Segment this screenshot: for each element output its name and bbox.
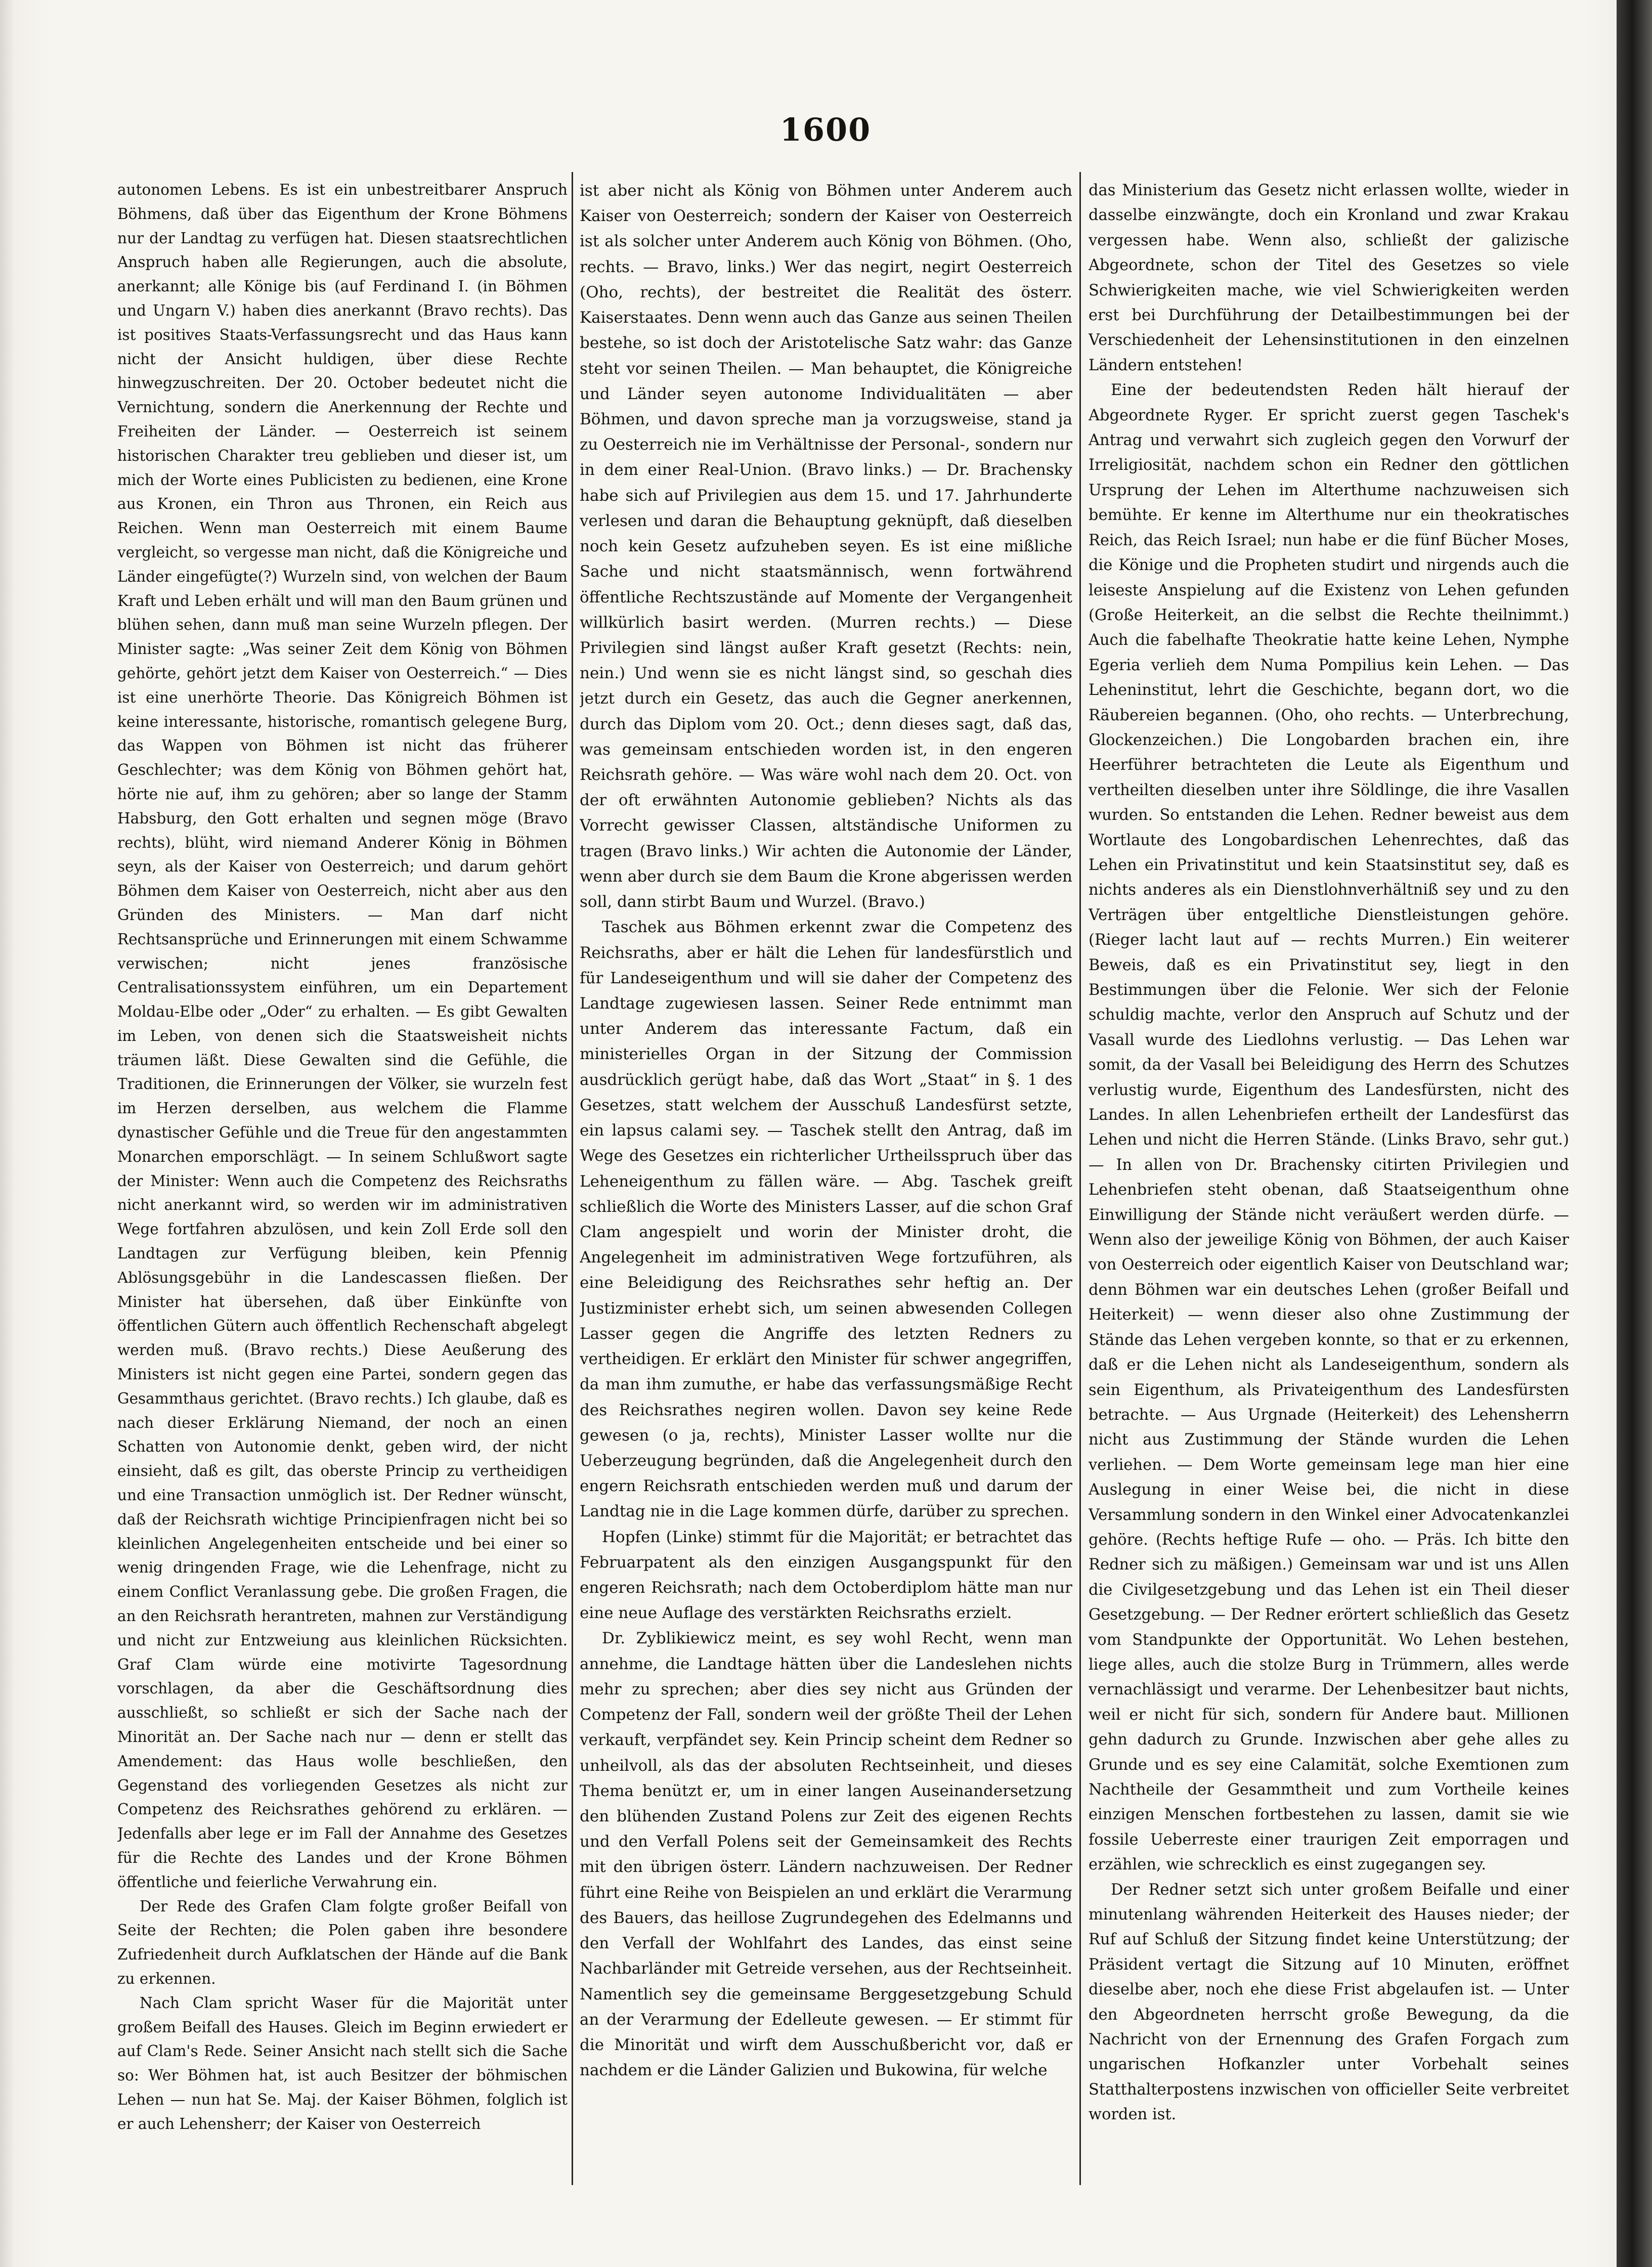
paragraph: das Ministerium das Gesetz nicht erlassen wollte, wieder in dasselbe einzwängte, doch ein Kronland und zwar Krakau vergessen habe. Wenn also, schließt der galizische Abgeordnete, schon der Titel des Gesetzes so viele Schwierigkeiten mache, wie viel Schwierigkeiten werden erst bei Durchführung der Detailbestimmungen bei der Verschiedenheit der Lehensinstitutionen in den einzelnen Ländern entstehen! [1089,182,1569,374]
paragraph: autonomen Lebens. Es ist ein unbestreitbarer Anspruch Böhmens, daß über das Eigenthum der Krone Böhmens nur der Landtag zu verfügen hat. Diesen staatsrechtlichen Anspruch haben alle Regierungen, auch die absolute, anerkannt; alle Könige bis (auf Ferdinand I. (in Böhmen und Ungarn V.) haben dies anerkannt (Bravo rechts). Das ist positives Staats-Verfassungsrecht und das Haus kann nicht der Ansicht huldigen, über diese Rechte hinwegzuschreiten. Der 20. October bedeutet nicht die Vernichtung, sondern die Anerkennung der Rechte und Freiheiten der Länder. — Oesterreich ist seinem historischen Charakter treu geblieben und dieser ist, um mich der Worte eines Publicisten zu bedienen, eine Krone aus Kronen, ein Thron aus Thronen, ein Reich aus Reichen. Wenn man Oesterreich mit einem Baume vergleicht, so vergesse man nicht, daß die Königreiche und Länder eingefügte(?) Wurzeln sind, von welchen der Baum Kraft und Leben erhält und will man den Baum grünen und blühen sehen, dann muß man seine Wurzeln pflegen. Der Minister sagte: „Was seiner Zeit dem König von Böhmen gehörte, gehört jetzt dem Kaiser von Oesterreich.“ — Dies ist eine unerhörte Theorie. Das Königreich Böhmen ist keine interessante, historische, romantisch gelegene Burg, das Wappen von Böhmen ist nicht das früherer Geschlechter; was dem König von Böhmen gehört hat, hörte nie auf, ihm zu gehören; aber so lange der Stamm Habsburg, den Gott erhalten und segnen möge (Bravo rechts), blüht, wird niemand Anderer König in Böhmen seyn, als der Kaiser von Oesterreich; und darum gehört Böhmen dem Kaiser von Oesterreich, nicht aber aus den Gründen des Ministers. — Man darf nicht Rechtsansprüche und Erinnerungen mit einem Schwamme verwischen; nicht jenes französische Centralisationssystem einführen, um ein Departement Moldau-Elbe oder „Oder“ zu erhalten. — Es gibt Gewalten im Leben, von denen sich die Staatsweisheit nichts träumen läßt. Diese Gewalten sind die Gefühle, die Traditionen, die Erinnerungen der Völker, sie wurzeln fest im Herzen derselben, aus welchem die Flamme dynastischer Gefühle und die Treue für den angestammten Monarchen emporschlägt. — In seinem Schlußwort sagte der Minister: Wenn auch die Competenz des Reichsraths nicht anerkannt wird, so werden wir im administrativen Wege fortfahren abzulösen, und kein Zoll Erde soll den Landtagen zur Verfügung bleiben, kein Pfennig Ablösungsgebühr in die Landescassen fließen. Der Minister hat übersehen, daß über Einkünfte von öffentlichen Gütern auch öffentlich Rechenschaft abgelegt werden muß. (Bravo rechts.) Diese Aeußerung des Ministers ist nicht gegen eine Partei, sondern gegen das Gesammthaus gerichtet. (Bravo rechts.) Ich glaube, daß es nach dieser Erklärung Niemand, der noch an einen Schatten von Autonomie denkt, geben wird, der nicht einsieht, daß es gilt, das oberste Princip zu vertheidigen und eine Transaction unmöglich ist. Der Redner wünscht, daß der Reichsrath wichtige Principienfragen nicht bei so kleinlichen Angelegenheiten entscheide und bei einer so wenig dringenden Frage, wie die Lehenfrage, nicht zu einem Conflict Veranlassung gebe. Die großen Fragen, die an den Reichsrath herantreten, mahnen zur Verständigung und nicht zur Entzweiung aus kleinlichen Rücksichten. Graf Clam würde eine motivirte Tagesordnung vorschlagen, da aber die Geschäftsordnung dies ausschließt, so schließt er sich der Sache nach der Minorität an. Der Sache nach nur — denn er stellt das Amendement: das Haus wolle beschließen, den Gegenstand des vorliegenden Gesetzes als nicht zur Competenz des Reichsrathes gehörend zu erklären. — Jedenfalls aber lege er im Fall der Annahme des Gesetzes für die Rechte des Landes und der Krone Böhmen öffentliche und feierliche Verwahrung ein. [117,181,568,1891]
paragraph: Eine der bedeutendsten Reden hält hierauf der Abgeordnete Ryger. Er spricht zuerst gegen Taschek's Antrag und verwahrt sich zugleich gegen den Vorwurf der Irreligiosität, nachdem schon ein Redner den göttlichen Ursprung der Lehen im Alterthume nachzuweisen sich bemühte. Er kenne im Alterthume nur ein theokratisches Reich, das Reich Israel; nun habe er die fünf Bücher Moses, die Könige und die Propheten studirt und nirgends auch die leiseste Anspielung auf die Existenz von Lehen gefunden (Große Heiterkeit, an die selbst die Rechte theilnimmt.) Auch die fabelhafte Theokratie hatte keine Lehen, Nymphe Egeria verlieh dem Numa Pompilius kein Lehen. — Das Leheninstitut, lehrt die Geschichte, begann dort, wo die Räubereien begannen. (Oho, oho rechts. — Unterbrechung, Glockenzeichen.) Die Longobarden brachen ein, ihre Heerführer betrachteten die Leute als Eigenthum und vertheilten dieselben unter ihre Söldlinge, die ihre Vasallen wurden. So entstanden die Lehen. Redner beweist aus dem Wortlaute des Longobardischen Lehenrechtes, daß das Lehen ein Privatinstitut und kein Staatsinstitut sey, daß es nichts anderes als ein Dienstlohnverhältniß sey und zu den Verträgen über entgeltliche Dienstleistungen gehöre. (Rieger lacht laut auf — rechts Murren.) Ein weiterer Beweis, daß es ein Privatinstitut sey, liegt in den Bestimmungen über die Felonie. Wer sich der Felonie schuldig machte, verlor den Anspruch auf Schutz und der Vasall wurde des Liedlohns verlustig. — Das Lehen war somit, da der Vasall bei Beleidigung des Herrn des Schutzes verlustig wurde, Eigenthum des Landesfürsten, nicht des Landes. In allen Lehenbriefen ertheilt der Landesfürst das Lehen und nicht die Herren Stände. (Links Bravo, sehr gut.) — In allen von Dr. Brachensky citirten Privilegien und Lehenbriefen steht obenan, daß Staatseigenthum ohne Einwilligung der Stände nicht veräußert werden dürfe. — Wenn also der jeweilige König von Böhmen, der auch Kaiser von Oesterreich oder eigentlich Kaiser von Deutschland war; denn Böhmen war ein deutsches Lehen (großer Beifall und Heiterkeit) — wenn dieser also ohne Zustimmung der Stände das Lehen vergeben konnte, so that er zu erkennen, daß er die Lehen nicht als Landeseigenthum, sondern als sein Eigenthum, als Privateigenthum des Landesfürsten betrachte. — Aus Urgnade (Heiterkeit) des Lehensherrn nicht aus Zustimmung der Stände wurden die Lehen verliehen. — Dem Worte gemeinsam lege man hier eine Auslegung in einer Weise bei, die nicht in diese Versammlung sondern in den Winkel einer Advocatenkanzlei gehöre. (Rechts heftige Rufe — oho. — Präs. Ich bitte den Redner sich zu mäßigen.) Gemeinsam war und ist uns Allen die Civilgesetzgebung und das Lehen ist ein Theil dieser Gesetzgebung. — Der Redner erörtert schließlich das Gesetz vom Standpunkte der Opportunität. Wo Lehen bestehen, liege alles, auch die stolze Burg in Trümmern, alles werde vernachlässigt und verarme. Der Lehenbesitzer baut nichts, weil er nicht für sich, sondern für Andere baut. Millionen gehn dadurch zu Grunde. Inzwischen aber gehe alles zu Grunde und es sey eine Calamität, solche Exemtionen zum Nachtheile der Gesammtheit und zum Vortheile keines einzigen Menschen fortbestehen zu lassen, damit sie wie fossile Ueberreste einer traurigen Zeit emporragen und erzählen, wie schrecklich es einst zugegangen sey. [1089,381,1569,1874]
page-left-edge [0,0,13,2267]
column-rule-2 [1079,172,1081,2185]
column-rule-1 [572,172,573,2185]
text-column-3 [1089,178,1569,2181]
text-column-1 [117,178,568,2181]
page-number: 1600 [779,111,872,148]
paragraph: Der Redner setzt sich unter großem Beifalle und einer minutenlang währenden Heiterkeit des Hauses nieder; der Ruf auf Schluß der Sitzung findet keine Unterstützung; der Präsident vertagt die Sitzung auf 10 Minuten, eröffnet dieselbe aber, noch ehe diese Frist abgelaufen ist. — Unter den Abgeordneten herrscht große Bewegung, da die Nachricht von der Ernennung des Grafen Forgach zum ungarischen Hofkanzler unter Vorbehalt seines Statthalterpostens inzwischen von officieller Seite verbreitet worden ist. [1089,1881,1569,2124]
paragraph: Nach Clam spricht Waser für die Majorität unter großem Beifall des Hauses. Gleich im Beginn erwiedert er auf Clam's Rede. Seiner Ansicht nach stellt sich die Sache so: Wer Böhmen hat, ist auch Besitzer der böhmischen Lehen — nun hat Se. Maj. der Kaiser Böhmen, folglich ist er auch Lehensherr; der Kaiser von Oesterreich [117,1994,568,2132]
paragraph: Taschek aus Böhmen erkennt zwar die Competenz des Reichsraths, aber er hält die Lehen für landesfürstlich und für Landeseigenthum und will sie daher der Competenz des Landtage zugewiesen lassen. Seiner Rede entnimmt man unter Anderem das interessante Factum, daß ein ministerielles Organ in der Sitzung der Commission ausdrücklich gerügt habe, daß das Wort „Staat“ in §. 1 des Gesetzes, statt welchem der Ausschuß Landesfürst setzte, ein lapsus calami sey. — Taschek stellt den Antrag, daß im Wege des Gesetzes ein richterlicher Urtheilsspruch über das Leheneigenthum zu fällen wäre. — Abg. Taschek greift schließlich die Worte des Ministers Lasser, auf die schon Graf Clam angespielt und worin der Minister droht, die Angelegenheit im administrativen Wege fortzuführen, als eine Beleidigung des Reichsrathes sehr heftig an. Der Justizminister erhebt sich, um seinen abwesenden Collegen Lasser gegen die Angriffe des letzten Redners zu vertheidigen. Er erklärt den Minister für schwer angegriffen, da man ihm zumuthe, er habe das verfassungsmäßige Recht des Reichsrathes negiren wollen. Davon sey keine Rede gewesen (o ja, rechts), Minister Lasser wollte nur die Ueberzeugung begründen, daß die Angelegenheit durch den engern Reichsrath entschieden werden muß und darum der Landtag nie in die Lage kommen dürfe, darüber zu sprechen. [580,918,1072,1521]
paragraph: Dr. Zyblikiewicz meint, es sey wohl Recht, wenn man annehme, die Landtage hätten über die Landeslehen nichts mehr zu sprechen; aber dies sey nicht aus Gründen der Competenz der Fall, sondern weil der größte Theil der Lehen verkauft, verpfändet sey. Kein Princip scheint dem Redner so unheilvoll, als das der absoluten Rechtseinheit, und dieses Thema benützt er, um in einer langen Auseinandersetzung den blühenden Zustand Polens zur Zeit des eigenen Rechts und den Verfall Polens seit der Gemeinsamkeit des Rechts mit den übrigen österr. Ländern nachzuweisen. Der Redner führt eine Reihe von Beispielen an und erklärt die Verarmung des Bauers, das heillose Zugrundegehen des Edelmanns und den Verfall der Wohlfahrt des Landes, das einst seine Nachbarländer mit Getreide versehen, aus der Rechtseinheit. Namentlich sey die gemeinsame Berggesetzgebung Schuld an der Verarmung der Edelleute gewesen. — Er stimmt für die Minorität und wirft dem Ausschußbericht vor, daß er nachdem er die Länder Galizien und Bukowina, für welche [580,1629,1072,2080]
paragraph: ist aber nicht als König von Böhmen unter Anderem auch Kaiser von Oesterreich; sondern der Kaiser von Oesterreich ist als solcher unter Anderem auch König von Böhmen. (Oho, rechts. — Bravo, links.) Wer das negirt, negirt Oesterreich (Oho, rechts), der bestreitet die Realität des österr. Kaiserstaates. Denn wenn auch das Ganze aus seinen Theilen bestehe, so ist doch der Aristotelische Satz wahr: das Ganze steht vor seinen Theilen. — Man behauptet, die Königreiche und Länder seyen autonome Individualitäten — aber Böhmen, und davon spreche man ja vorzugsweise, stand ja zu Oesterreich nie im Verhältnisse der Personal-, sondern nur in dem einer Real-Union. (Bravo links.) — Dr. Brachensky habe sich auf Privilegien aus dem 15. und 17. Jahrhunderte verlesen und daran die Behauptung geknüpft, daß dieselben noch kein Gesetz aufzuheben seyen. Es ist eine mißliche Sache und nicht staatsmännisch, wenn fortwährend öffentliche Rechtszustände auf Momente der Vergangenheit willkürlich basirt werden. (Murren rechts.) — Diese Privilegien sind längst außer Kraft gesetzt (Rechts: nein, nein.) Und wenn sie es nicht längst sind, so geschah dies jetzt durch ein Gesetz, das auch die Gegner anerkennen, durch das Diplom vom 20. Oct.; denn dieses sagt, daß das, was gemeinsam entschieden worden ist, in den engeren Reichsrath gehöre. — Was wäre wohl nach dem 20. Oct. von der oft erwähnten Autonomie geblieben? Nichts als das Vorrecht gewisser Classen, altständische Uniformen zu tragen (Bravo links.) Wir achten die Autonomie der Länder, wenn aber durch sie dem Baum die Krone abgerissen werden soll, dann stirbt Baum und Wurzel. (Bravo.) [580,182,1072,911]
paragraph: Der Rede des Grafen Clam folgte großer Beifall von Seite der Rechten; die Polen gaben ihre besondere Zufriedenheit durch Aufklatschen der Hände auf die Bank zu erkennen. [117,1897,568,1987]
text-column-2 [580,178,1072,2181]
scan-dark-edge [1617,0,1652,2267]
paragraph: Hopfen (Linke) stimmt für die Majorität; er betrachtet das Februarpatent als den einzigen Ausgangspunkt für den engeren Reichsrath; nach dem Octoberdiplom hätte man nur eine neue Auflage des verstärkten Reichsraths erzielt. [580,1528,1072,1623]
